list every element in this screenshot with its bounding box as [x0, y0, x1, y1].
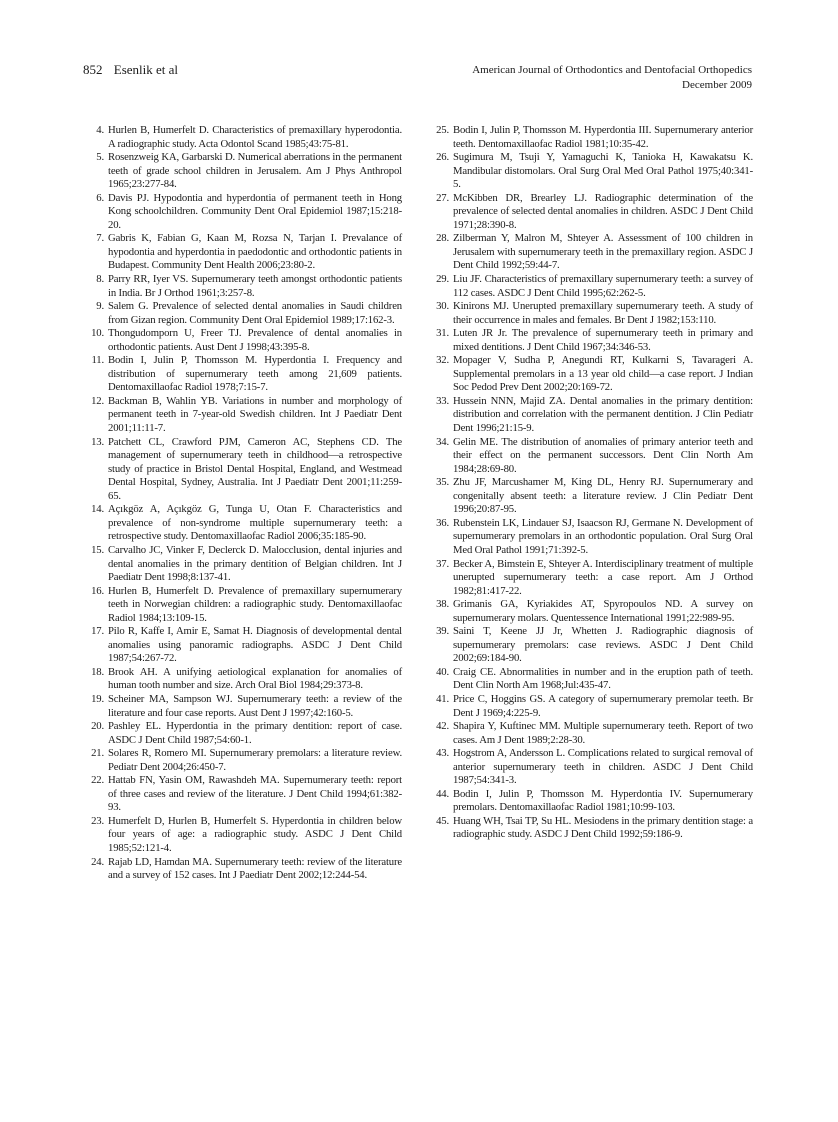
- reference-item: [429, 395, 753, 436]
- reference-text: Scheiner MA, Sampson WJ. Supernumerary teeth: a review of the literature and four case reports. Aust Dent J 1997;42:160-5.: [108, 692, 402, 719]
- reference-number: 33.: [436, 394, 449, 407]
- reference-number: 32.: [436, 354, 449, 367]
- reference-number: 10.: [91, 327, 104, 340]
- references-left-column: [84, 124, 402, 883]
- reference-text: Solares R, Romero MI. Supernumerary premolars: a literature review. Pediatr Dent 2004;26:450-7.: [108, 747, 402, 773]
- reference-text: Mopager V, Sudha P, Anegundi RT, Kulkarni S, Tavarageri A. Supplemental premolars in a 13 year old child—a case report. J Indian Soc Pedod Prev Dent 2002;20:169-72.: [453, 354, 753, 394]
- reference-item: [84, 585, 402, 626]
- reference-text: Pashley EL. Hyperdontia in the primary dentition: report of case. ASDC J Dent Child 1987;54:60-1.: [108, 720, 402, 746]
- reference-text: Bodin I, Julin P, Thomsson M. Hyperdontia III. Supernumerary anterior teeth. Dentomaxillaofac Radiol 1981;10:35-42.: [453, 124, 753, 150]
- reference-text: Hattab FN, Yasin OM, Rawashdeh MA. Supernumerary teeth: report of three cases and review of the literature. J Dent Child 1994;61:382-93.: [108, 774, 402, 814]
- reference-number: 38.: [436, 598, 449, 611]
- reference-number: 9.: [96, 300, 104, 313]
- reference-text: Gabris K, Fabian G, Kaan M, Rozsa N, Tarjan I. Prevalance of hypodontia and hyperdontia in paedodontic and orthodontic patients in Budapest. Community Dent Health 2006;23:80-2.: [108, 232, 402, 272]
- reference-item: [84, 774, 402, 815]
- reference-item: [84, 192, 402, 233]
- reference-number: 18.: [91, 665, 104, 678]
- reference-text: Bodin I, Julin P, Thomsson M. Hyperdontia I. Frequency and distribution of supernumerary teeth among 21,609 patients. Dentomaxillaofac Radiol 1978;7:15-7.: [108, 354, 402, 394]
- reference-item: [429, 666, 753, 693]
- reference-item: [429, 124, 753, 151]
- reference-number: 43.: [436, 747, 449, 760]
- reference-text: Humerfelt D, Hurlen B, Humerfelt S. Hyperdontia in children below four years of age: a radiographic study. ASDC J Dent Child 1985;52:121-4.: [108, 814, 402, 854]
- reference-number: 6.: [96, 191, 104, 204]
- reference-number: 12.: [91, 394, 104, 407]
- reference-item: [429, 300, 753, 327]
- reference-text: Patchett CL, Crawford PJM, Cameron AC, Stephens CD. The management of supernumerary teeth in childhood—a retrospective study of practice in Bristol Dental Hospital, England, and Westmead Dental Hospital, Sydney, Australia. Int J Paediatr Dent 2001;11:259-65.: [108, 435, 402, 502]
- reference-number: 29.: [436, 273, 449, 286]
- reference-item: [84, 747, 402, 774]
- reference-number: 42.: [436, 720, 449, 733]
- reference-text: Huang WH, Tsai TP, Su HL. Mesiodens in the primary dentition stage: a radiographic study. ASDC J Dent Child 1992;59:186-9.: [453, 814, 753, 841]
- reference-number: 21.: [91, 747, 104, 760]
- issue-date: December 2009: [682, 79, 752, 91]
- reference-number: 15.: [91, 543, 104, 556]
- reference-number: 17.: [91, 625, 104, 638]
- reference-text: Zhu JF, Marcushamer M, King DL, Henry RJ. Supernumerary and congenitally absent teeth: a literature review. J Clin Pediatr Dent 1996;20:87-95.: [453, 476, 753, 516]
- reference-number: 24.: [91, 855, 104, 868]
- reference-text: Brook AH. A unifying aetiological explanation for anomalies of human tooth number and size. Arch Oral Biol 1984;29:373-8.: [108, 665, 402, 692]
- reference-item: [84, 327, 402, 354]
- references-right-column: [429, 124, 753, 842]
- reference-item: [84, 720, 402, 747]
- reference-item: [84, 436, 402, 504]
- reference-item: [429, 720, 753, 747]
- reference-text: Liu JF. Characteristics of premaxillary supernumerary teeth: a survey of 112 cases. ASDC J Dent Child 1995;62:262-5.: [453, 273, 753, 299]
- reference-text: Rubenstein LK, Lindauer SJ, Isaacson RJ, Germane N. Development of supernumerary premolars in an orthodontic population. Oral Surg Oral Med Oral Pathol 1991;71:392-5.: [453, 516, 753, 556]
- reference-item: [429, 436, 753, 477]
- reference-number: 11.: [91, 354, 104, 367]
- reference-item: [84, 354, 402, 395]
- reference-item: [429, 693, 753, 720]
- reference-text: Backman B, Wahlin YB. Variations in number and morphology of permanent teeth in 7-year-old Swedish children. Int J Paediatr Dent 2001;11:11-7.: [108, 394, 402, 435]
- reference-text: Gelin ME. The distribution of anomalies of primary anterior teeth and their effect on the permanent successors. Dent Clin North Am 1984;28:69-80.: [453, 435, 753, 475]
- reference-number: 28.: [436, 232, 449, 245]
- reference-number: 4.: [96, 124, 104, 136]
- reference-number: 14.: [91, 503, 104, 516]
- reference-text: Carvalho JC, Vinker F, Declerck D. Malocclusion, dental injuries and dental anomalies in the primary dentition of Belgian children. Int J Paediatr Dent 1998;8:137-41.: [108, 543, 402, 584]
- reference-number: 8.: [96, 273, 104, 286]
- reference-text: Grimanis GA, Kyriakides AT, Spyropoulos ND. A survey on supernumerary molars. Quentessence International 1991;22:989-95.: [453, 598, 753, 624]
- reference-number: 27.: [436, 191, 449, 204]
- reference-item: [84, 300, 402, 327]
- reference-number: 7.: [96, 232, 104, 245]
- reference-item: [429, 598, 753, 625]
- reference-text: Rosenzweig KA, Garbarski D. Numerical aberrations in the permanent teeth of grade school children in Jerusalem. Am J Phys Anthropol 1965;23:277-84.: [108, 151, 402, 191]
- reference-item: [84, 544, 402, 585]
- reference-number: 45.: [436, 814, 449, 827]
- reference-number: 37.: [436, 557, 449, 570]
- reference-item: [84, 124, 402, 151]
- running-header-left: [83, 62, 178, 78]
- page-number: 852: [83, 62, 103, 77]
- running-authors: Esenlik et al: [113, 62, 179, 77]
- reference-item: [84, 815, 402, 856]
- reference-number: 5.: [96, 151, 104, 164]
- reference-number: 35.: [436, 476, 449, 489]
- reference-text: Zilberman Y, Malron M, Shteyer A. Assessment of 100 children in Jerusalem with supernumerary teeth in the premaxillary region. ASDC J Dent Child 1992;59:44-7.: [453, 232, 753, 272]
- reference-item: [429, 558, 753, 599]
- reference-number: 40.: [436, 665, 449, 678]
- reference-text: Sugimura M, Tsuji Y, Yamaguchi K, Tanioka H, Kawakatsu K. Mandibular distomolars. Oral Surg Oral Med Oral Pathol 1975;40:341-5.: [453, 151, 753, 191]
- reference-item: [429, 815, 753, 842]
- reference-number: 44.: [436, 787, 449, 800]
- reference-number: 41.: [436, 692, 449, 705]
- reference-item: [84, 151, 402, 192]
- reference-number: 23.: [91, 814, 104, 827]
- reference-item: [84, 666, 402, 693]
- reference-number: 16.: [91, 584, 104, 597]
- reference-text: Luten JR Jr. The prevalence of supernumerary teeth in primary and mixed dentitions. J Dent Child 1967;34:346-53.: [453, 327, 753, 353]
- reference-item: [429, 192, 753, 233]
- reference-text: Parry RR, Iyer VS. Supernumerary teeth amongst orthodontic patients in India. Br J Orthod 1961;3:257-8.: [108, 273, 402, 299]
- reference-text: Saini T, Keene JJ Jr, Whetten J. Radiographic diagnosis of supernumerary premolars: case reviews. ASDC J Dent Child 2002;69:184-90.: [453, 625, 753, 665]
- running-header-right: [472, 63, 752, 93]
- reference-number: 22.: [91, 774, 104, 787]
- reference-number: 36.: [436, 516, 449, 529]
- reference-item: [84, 693, 402, 720]
- reference-text: Thongudomporn U, Freer TJ. Prevalence of dental anomalies in orthodontic patients. Aust Dent J 1998;43:395-8.: [108, 327, 402, 353]
- reference-text: Shapira Y, Kuftinec MM. Multiple supernumerary teeth. Report of two cases. Am J Dent 1989;2:28-30.: [453, 720, 753, 746]
- reference-number: 34.: [436, 435, 449, 448]
- reference-number: 13.: [91, 435, 104, 448]
- reference-item: [429, 327, 753, 354]
- reference-text: Becker A, Bimstein E, Shteyer A. Interdisciplinary treatment of multiple unerupted supernumerary teeth: a case report. Am J Orthod 1982;81:417-22.: [453, 557, 753, 597]
- reference-item: [429, 354, 753, 395]
- reference-text: Açıkgöz A, Açıkgöz G, Tunga U, Otan F. Characteristics and prevalence of non-syndrome multiple supernumerary teeth: a retrospective study. Dentomaxillaofac Radiol 2006;35:185-90.: [108, 503, 402, 543]
- reference-text: Hogstrom A, Andersson L. Complications related to surgical removal of anterior supernumerary teeth in children. ASDC J Dent Child 1987;54:341-3.: [453, 747, 753, 787]
- reference-number: 25.: [436, 124, 449, 136]
- reference-number: 31.: [436, 327, 449, 340]
- reference-text: Pilo R, Kaffe I, Amir E, Samat H. Diagnosis of developmental dental anomalies using panoramic radiographs. ASDC J Dent Child 1987;54:267-72.: [108, 625, 402, 665]
- reference-item: [429, 788, 753, 815]
- reference-text: Hurlen B, Humerfelt D. Prevalence of premaxillary supernumerary teeth in Norwegian children: a radiographic study. Dentomaxillaofac Radiol 1984;13:109-15.: [108, 584, 402, 624]
- reference-text: Salem G. Prevalence of selected dental anomalies in Saudi children from Gizan region. Community Dent Oral Epidemiol 1989;17:162-3.: [108, 300, 402, 326]
- reference-item: [429, 476, 753, 517]
- reference-item: [84, 503, 402, 544]
- reference-item: [84, 273, 402, 300]
- reference-number: 26.: [436, 151, 449, 164]
- reference-number: 19.: [91, 692, 104, 705]
- reference-text: Bodin I, Julin P, Thomsson M. Hyperdontia IV. Supernumerary premolars. Dentomaxillaofac Radiol 1981;10:99-103.: [453, 787, 753, 814]
- reference-item: [84, 232, 402, 273]
- reference-number: 30.: [436, 300, 449, 313]
- reference-text: Davis PJ. Hypodontia and hyperdontia of permanent teeth in Hong Kong schoolchildren. Community Dent Oral Epidemiol 1987;15:218-20.: [108, 191, 402, 231]
- reference-text: Hurlen B, Humerfelt D. Characteristics of premaxillary hyperodontia. A radiographic study. Acta Odontol Scand 1985;43:75-81.: [108, 124, 402, 150]
- reference-item: [429, 232, 753, 273]
- reference-item: [429, 517, 753, 558]
- reference-item: [429, 747, 753, 788]
- journal-title: American Journal of Orthodontics and Dentofacial Orthopedics: [472, 64, 752, 76]
- reference-text: Price C, Hoggins GS. A category of supernumerary premolar teeth. Br Dent J 1969;4:225-9.: [453, 692, 753, 719]
- reference-item: [84, 856, 402, 883]
- reference-number: 39.: [436, 625, 449, 638]
- reference-text: Rajab LD, Hamdan MA. Supernumerary teeth: review of the literature and a survey of 152 cases. Int J Paediatr Dent 2002;12:244-54.: [108, 855, 402, 882]
- reference-text: Hussein NNN, Majid ZA. Dental anomalies in the primary dentition: distribution and correlation with the permanent dentition. J Clin Pediatr Dent 1996;21:15-9.: [453, 394, 753, 435]
- reference-number: 20.: [91, 720, 104, 733]
- reference-item: [429, 151, 753, 192]
- reference-item: [429, 273, 753, 300]
- reference-text: McKibben DR, Brearley LJ. Radiographic determination of the prevalence of selected dental anomalies in children. ASDC J Dent Child 1971;28:390-8.: [453, 191, 753, 231]
- reference-text: Kinirons MJ. Unerupted premaxillary supernumerary teeth. A study of their occurrence in males and females. Br Dent J 1982;153:110.: [453, 300, 753, 326]
- reference-item: [84, 395, 402, 436]
- reference-item: [429, 625, 753, 666]
- reference-text: Craig CE. Abnormalities in number and in the eruption path of teeth. Dent Clin North Am 1968;Jul:435-47.: [453, 665, 753, 692]
- reference-item: [84, 625, 402, 666]
